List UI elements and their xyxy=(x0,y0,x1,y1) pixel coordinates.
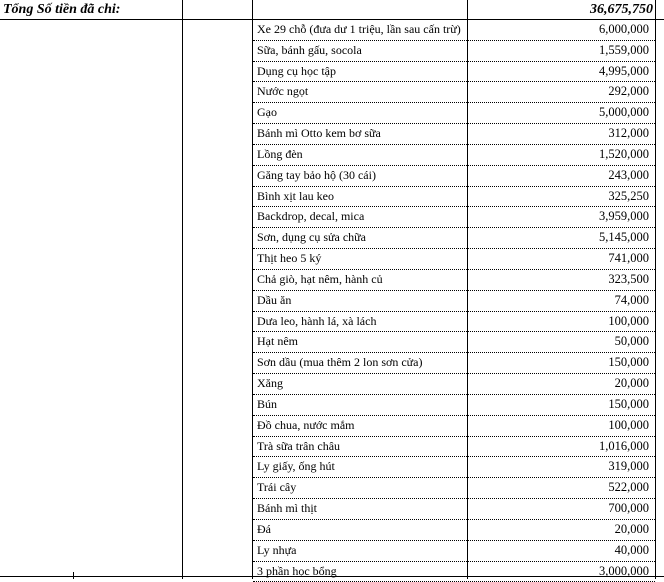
grid-tick xyxy=(73,572,74,579)
expense-amount-cell[interactable]: 40,000 xyxy=(468,541,655,562)
expense-amount-cell[interactable]: 100,000 xyxy=(468,416,655,437)
expense-amount-cell[interactable]: 6,000,000 xyxy=(468,20,655,41)
bottom-grid-line xyxy=(0,576,664,580)
expense-description-cell[interactable]: Bình xịt lau keo xyxy=(253,187,467,208)
expense-row xyxy=(0,187,664,208)
expense-amount-cell[interactable]: 4,995,000 xyxy=(468,62,655,83)
expense-description-cell[interactable]: Lồng đèn xyxy=(253,145,467,166)
expense-amount-cell[interactable]: 325,250 xyxy=(468,187,655,208)
expense-amount-cell[interactable]: 3,959,000 xyxy=(468,207,655,228)
expense-row xyxy=(0,541,664,562)
expense-row xyxy=(0,478,664,499)
expense-amount-cell[interactable]: 74,000 xyxy=(468,291,655,312)
expense-amount-cell[interactable]: 5,145,000 xyxy=(468,228,655,249)
expense-row xyxy=(0,228,664,249)
total-label[interactable]: Tổng Số tiền đã chi: xyxy=(3,2,121,17)
expense-description-cell[interactable]: Gạo xyxy=(253,103,467,124)
expense-row xyxy=(0,207,664,228)
expense-description-cell[interactable]: Dụng cụ học tập xyxy=(253,62,467,83)
expense-description-cell[interactable]: Đá xyxy=(253,520,467,541)
expense-row xyxy=(0,62,664,83)
expense-amount-cell[interactable]: 323,500 xyxy=(468,270,655,291)
expense-amount-cell[interactable]: 20,000 xyxy=(468,520,655,541)
expense-row xyxy=(0,291,664,312)
expense-row xyxy=(0,332,664,353)
expense-row xyxy=(0,520,664,541)
expense-amount-cell[interactable]: 150,000 xyxy=(468,353,655,374)
total-header-row xyxy=(0,0,664,20)
expense-amount-cell[interactable]: 700,000 xyxy=(468,499,655,520)
expense-row xyxy=(0,312,664,333)
expense-description-cell[interactable]: Xăng xyxy=(253,374,467,395)
expense-row xyxy=(0,145,664,166)
expense-description-cell[interactable]: Đồ chua, nước mắm xyxy=(253,416,467,437)
expense-description-cell[interactable]: Bún xyxy=(253,395,467,416)
expense-amount-cell[interactable]: 741,000 xyxy=(468,249,655,270)
expense-description-cell[interactable]: Dưa leo, hành lá, xà lách xyxy=(253,312,467,333)
expense-description-cell[interactable]: Trà sữa trân châu xyxy=(253,437,467,458)
expense-description-cell[interactable]: Xe 29 chỗ (đưa dư 1 triệu, lần sau cấn trừ) xyxy=(253,20,467,41)
expense-description-cell[interactable]: Sữa, bánh gấu, socola xyxy=(253,41,467,62)
expense-amount-cell[interactable]: 1,520,000 xyxy=(468,145,655,166)
expense-row xyxy=(0,437,664,458)
expense-description-cell[interactable]: Sơn, dụng cụ sửa chữa xyxy=(253,228,467,249)
expense-row xyxy=(0,457,664,478)
expense-amount-cell[interactable]: 20,000 xyxy=(468,374,655,395)
expense-row xyxy=(0,395,664,416)
expense-description-cell[interactable]: Bánh mì Otto kem bơ sữa xyxy=(253,124,467,145)
expense-row xyxy=(0,82,664,103)
expense-description-cell[interactable]: Bánh mì thịt xyxy=(253,499,467,520)
expense-amount-cell[interactable]: 319,000 xyxy=(468,457,655,478)
expense-row xyxy=(0,249,664,270)
expense-amount-cell[interactable]: 150,000 xyxy=(468,395,655,416)
expense-description-cell[interactable]: Nước ngọt xyxy=(253,82,467,103)
expense-row xyxy=(0,103,664,124)
expense-description-cell[interactable]: Dầu ăn xyxy=(253,291,467,312)
expense-amount-cell[interactable]: 292,000 xyxy=(468,82,655,103)
expense-amount-cell[interactable]: 522,000 xyxy=(468,478,655,499)
expense-row xyxy=(0,124,664,145)
expense-amount-cell[interactable]: 1,016,000 xyxy=(468,437,655,458)
expense-description-cell[interactable]: 3 phần học bổng xyxy=(253,562,467,582)
expense-row xyxy=(0,416,664,437)
expense-description-cell[interactable]: Ly nhựa xyxy=(253,541,467,562)
expense-description-cell[interactable]: Backdrop, decal, mica xyxy=(253,207,467,228)
expense-description-cell[interactable]: Trái cây xyxy=(253,478,467,499)
expense-description-cell[interactable]: Thịt heo 5 ký xyxy=(253,249,467,270)
expense-row xyxy=(0,499,664,520)
expense-row xyxy=(0,374,664,395)
expense-amount-cell[interactable]: 312,000 xyxy=(468,124,655,145)
expense-amount-cell[interactable]: 100,000 xyxy=(468,312,655,333)
expense-description-cell[interactable]: Hạt nêm xyxy=(253,332,467,353)
expense-row xyxy=(0,353,664,374)
expense-description-cell[interactable]: Chả giò, hạt nêm, hành củ xyxy=(253,270,467,291)
expense-amount-cell[interactable]: 1,559,000 xyxy=(468,41,655,62)
expense-row xyxy=(0,270,664,291)
expense-row xyxy=(0,41,664,62)
expense-amount-cell[interactable]: 3,000,000 xyxy=(468,562,655,582)
expense-list xyxy=(0,20,664,582)
expense-description-cell[interactable]: Sơn dầu (mua thêm 2 lon sơn cửa) xyxy=(253,353,467,374)
expense-row xyxy=(0,20,664,41)
total-amount[interactable]: 36,675,750 xyxy=(590,2,653,17)
expense-description-cell[interactable]: Ly giấy, ống hút xyxy=(253,457,467,478)
expense-description-cell[interactable]: Găng tay bảo hộ (30 cái) xyxy=(253,166,467,187)
expense-amount-cell[interactable]: 243,000 xyxy=(468,166,655,187)
expense-row xyxy=(0,166,664,187)
expense-amount-cell[interactable]: 50,000 xyxy=(468,332,655,353)
expense-amount-cell[interactable]: 5,000,000 xyxy=(468,103,655,124)
